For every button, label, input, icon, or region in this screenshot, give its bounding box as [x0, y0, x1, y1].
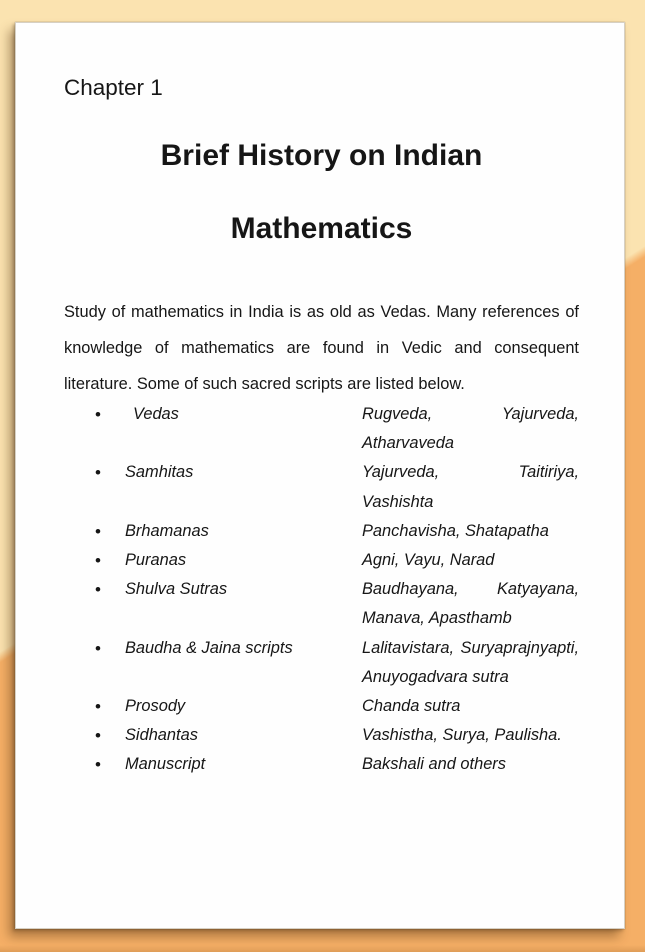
- list-item-values: [362, 575, 579, 633]
- list-item-label: Samhitas: [125, 463, 194, 482]
- list-item-values: [362, 634, 579, 692]
- list-item-values: [362, 458, 579, 516]
- bullet-icon: •: [95, 405, 101, 424]
- bullet-icon: •: [95, 551, 101, 571]
- list-item-label: Vedas: [133, 405, 179, 423]
- bullet-icon: •: [95, 580, 101, 600]
- value-line: Anuyogadvara sutra: [362, 667, 509, 686]
- value-line: Panchavisha, Shatapatha: [362, 521, 549, 540]
- value-line: Atharvaveda: [362, 434, 455, 453]
- list-item: [95, 634, 579, 692]
- list-item-values: [362, 517, 579, 546]
- intro-line: knowledge of mathematics are found in Vedic and consequent: [64, 339, 579, 357]
- sacred-scripts-list: [95, 400, 579, 780]
- page-title-line-2: Mathematics: [230, 212, 413, 245]
- list-item: [95, 721, 579, 750]
- intro-line: literature. Some of such sacred scripts are listed below.: [64, 375, 465, 393]
- value-line: Vashistha, Surya, Paulisha.: [362, 726, 562, 745]
- list-item: [95, 458, 579, 516]
- bullet-icon: •: [95, 755, 101, 775]
- bullet-icon: •: [95, 463, 101, 483]
- bullet-icon: •: [95, 638, 101, 658]
- document-page: [15, 22, 625, 929]
- list-item-label: Prosody: [125, 697, 186, 716]
- bullet-icon: •: [95, 726, 101, 746]
- chapter-label: Chapter 1: [64, 75, 163, 100]
- list-item-label: Shulva Sutras: [125, 580, 228, 599]
- list-item: [95, 400, 579, 458]
- list-item-label: Manuscript: [125, 755, 206, 774]
- list-item-label: Baudha & Jaina scripts: [125, 638, 293, 657]
- list-item-values: [362, 721, 579, 750]
- list-item-label: Sidhantas: [125, 726, 198, 745]
- list-item-values: [362, 750, 579, 779]
- value-line: Vashishta: [362, 492, 434, 511]
- bullet-icon: •: [95, 521, 101, 541]
- list-item: [95, 575, 579, 633]
- value-line: Lalitavistara, Suryaprajnyapti,: [362, 638, 579, 657]
- list-item-values: [362, 400, 579, 458]
- list-item: [95, 546, 579, 575]
- list-item-values: [362, 692, 579, 721]
- intro-line: Study of mathematics in India is as old as Vedas. Many references of: [64, 303, 579, 321]
- value-line: Bakshali and others: [362, 755, 506, 774]
- value-line: Agni, Vayu, Narad: [362, 551, 495, 570]
- list-item-values: [362, 546, 579, 575]
- list-item: [95, 517, 579, 546]
- list-item: [95, 750, 579, 779]
- value-line: Chanda sutra: [362, 697, 461, 716]
- value-line: Baudhayana, Katyayana,: [362, 580, 579, 599]
- page-title-line-1: Brief History on Indian: [160, 139, 483, 172]
- list-item-label: Puranas: [125, 551, 187, 570]
- value-line: Yajurveda, Taitiriya,: [362, 463, 579, 482]
- list-item-label: Brhamanas: [125, 521, 209, 540]
- list-item: [95, 692, 579, 721]
- page-title: [64, 119, 579, 265]
- bullet-icon: •: [95, 697, 101, 717]
- intro-paragraph: [64, 294, 579, 402]
- value-line: Rugveda, Yajurveda,: [362, 405, 579, 423]
- value-line: Manava, Apasthamb: [362, 609, 512, 628]
